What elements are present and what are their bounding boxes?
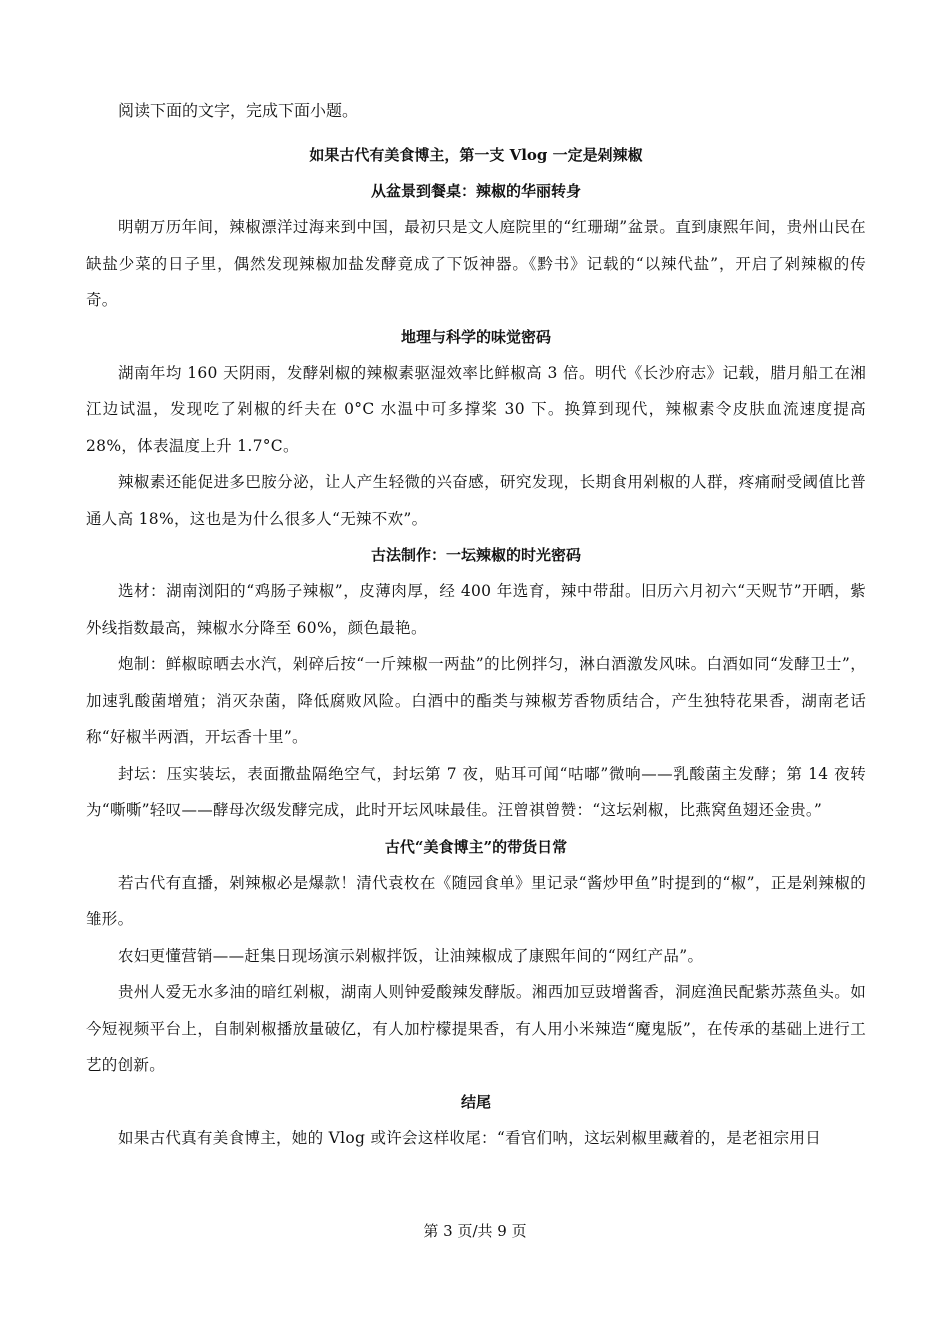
paragraph: 辣椒素还能促进多巴胺分泌，让人产生轻微的兴奋感，研究发现，长期食用剁椒的人群，疼痛耐受阈值比普通人高 18%，这也是为什么很多人“无辣不欢”。 (86, 473, 866, 528)
section-heading: 古代“美食博主”的带货日常 (384, 837, 568, 856)
section-food-blogger (86, 829, 866, 1084)
paragraph: 炮制：鲜椒晾晒去水汽，剁碎后按“一斤辣椒一两盐”的比例拌匀，淋白酒激发风味。白酒如同“发酵卫士”，加速乳酸菌增殖；消灭杂菌，降低腐败风险。白酒中的酯类与辣椒芳香物质结合，产生独特花果香，湖南老话称“好椒半两酒，开坛香十里”。 (86, 655, 866, 746)
section-ancient-method (86, 537, 866, 829)
article-body (86, 93, 866, 1156)
article-title: 如果古代有美食博主，第一支 Vlog 一定是剁辣椒 (309, 146, 643, 164)
paragraph: 贵州人爱无水多油的暗红剁椒，湖南人则钟爱酸辣发酵版。湘西加豆豉增酱香，洞庭渔民配紫苏蒸鱼头。如今短视频平台上，自制剁椒播放量破亿，有人加柠檬提果香，有人用小米辣造“魔鬼版”，在传承的基础上进行工艺的创新。 (86, 983, 866, 1074)
paragraph: 明朝万历年间，辣椒漂洋过海来到中国，最初只是文人庭院里的“红珊瑚”盆景。直到康熙年间，贵州山民在缺盐少菜的日子里，偶然发现辣椒加盐发酵竟成了下饭神器。《黔书》记载的“以辣代盐”，开启了剁辣椒的传奇。 (86, 218, 866, 309)
section-origin (86, 173, 866, 319)
section-heading: 从盆景到餐桌：辣椒的华丽转身 (370, 182, 581, 200)
section-heading: 结尾 (460, 1092, 491, 1111)
paragraph: 选材：湖南浏阳的“鸡肠子辣椒”，皮薄肉厚，经 400 年选育，辣中带甜。旧历六月初六“天贶节”开晒，紫外线指数最高，辣椒水分降至 60%，颜色最艳。 (86, 582, 866, 637)
paragraph: 农妇更懂营销——赶集日现场演示剁椒拌饭，让油辣椒成了康熙年间的“网红产品”。 (118, 946, 704, 965)
paragraph: 湖南年均 160 天阴雨，发酵剁椒的辣椒素驱湿效率比鲜椒高 3 倍。明代《长沙府志》记载，腊月船工在湘江边试温，发现吃了剁椒的纤夫在 0°C 水温中可多撑桨 30 下。换算到现代，辣椒素令皮肤血流速度提高 28%，体表温度上升 1.7°C。 (86, 363, 866, 455)
section-ending (86, 1084, 866, 1157)
section-heading: 古法制作：一坛辣椒的时光密码 (370, 546, 581, 564)
section-geography-science (86, 319, 866, 538)
paragraph: 封坛：压实装坛，表面撒盐隔绝空气，封坛第 7 夜，贴耳可闻“咕嘟”微响——乳酸菌主发酵；第 14 夜转为“嘶嘶”轻叹——酵母次级发酵完成，此时开坛风味最佳。汪曾祺曾赞：“这坛剁椒，比燕窝鱼翅还金贵。” (86, 764, 866, 819)
paragraph: 若古代有直播，剁辣椒必是爆款！清代袁枚在《随园食单》里记录“酱炒甲鱼”时提到的“椒”，正是剁辣椒的雏形。 (86, 873, 866, 928)
instruction-text: 阅读下面的文字，完成下面小题。 (118, 101, 359, 120)
paragraph: 如果古代真有美食博主，她的 Vlog 或许会这样收尾：“看官们呐，这坛剁椒里藏着的，是老祖宗用日 (118, 1128, 822, 1147)
section-heading: 地理与科学的味觉密码 (400, 327, 551, 346)
page-number: 第 3 页/共 9 页 (423, 1222, 527, 1240)
